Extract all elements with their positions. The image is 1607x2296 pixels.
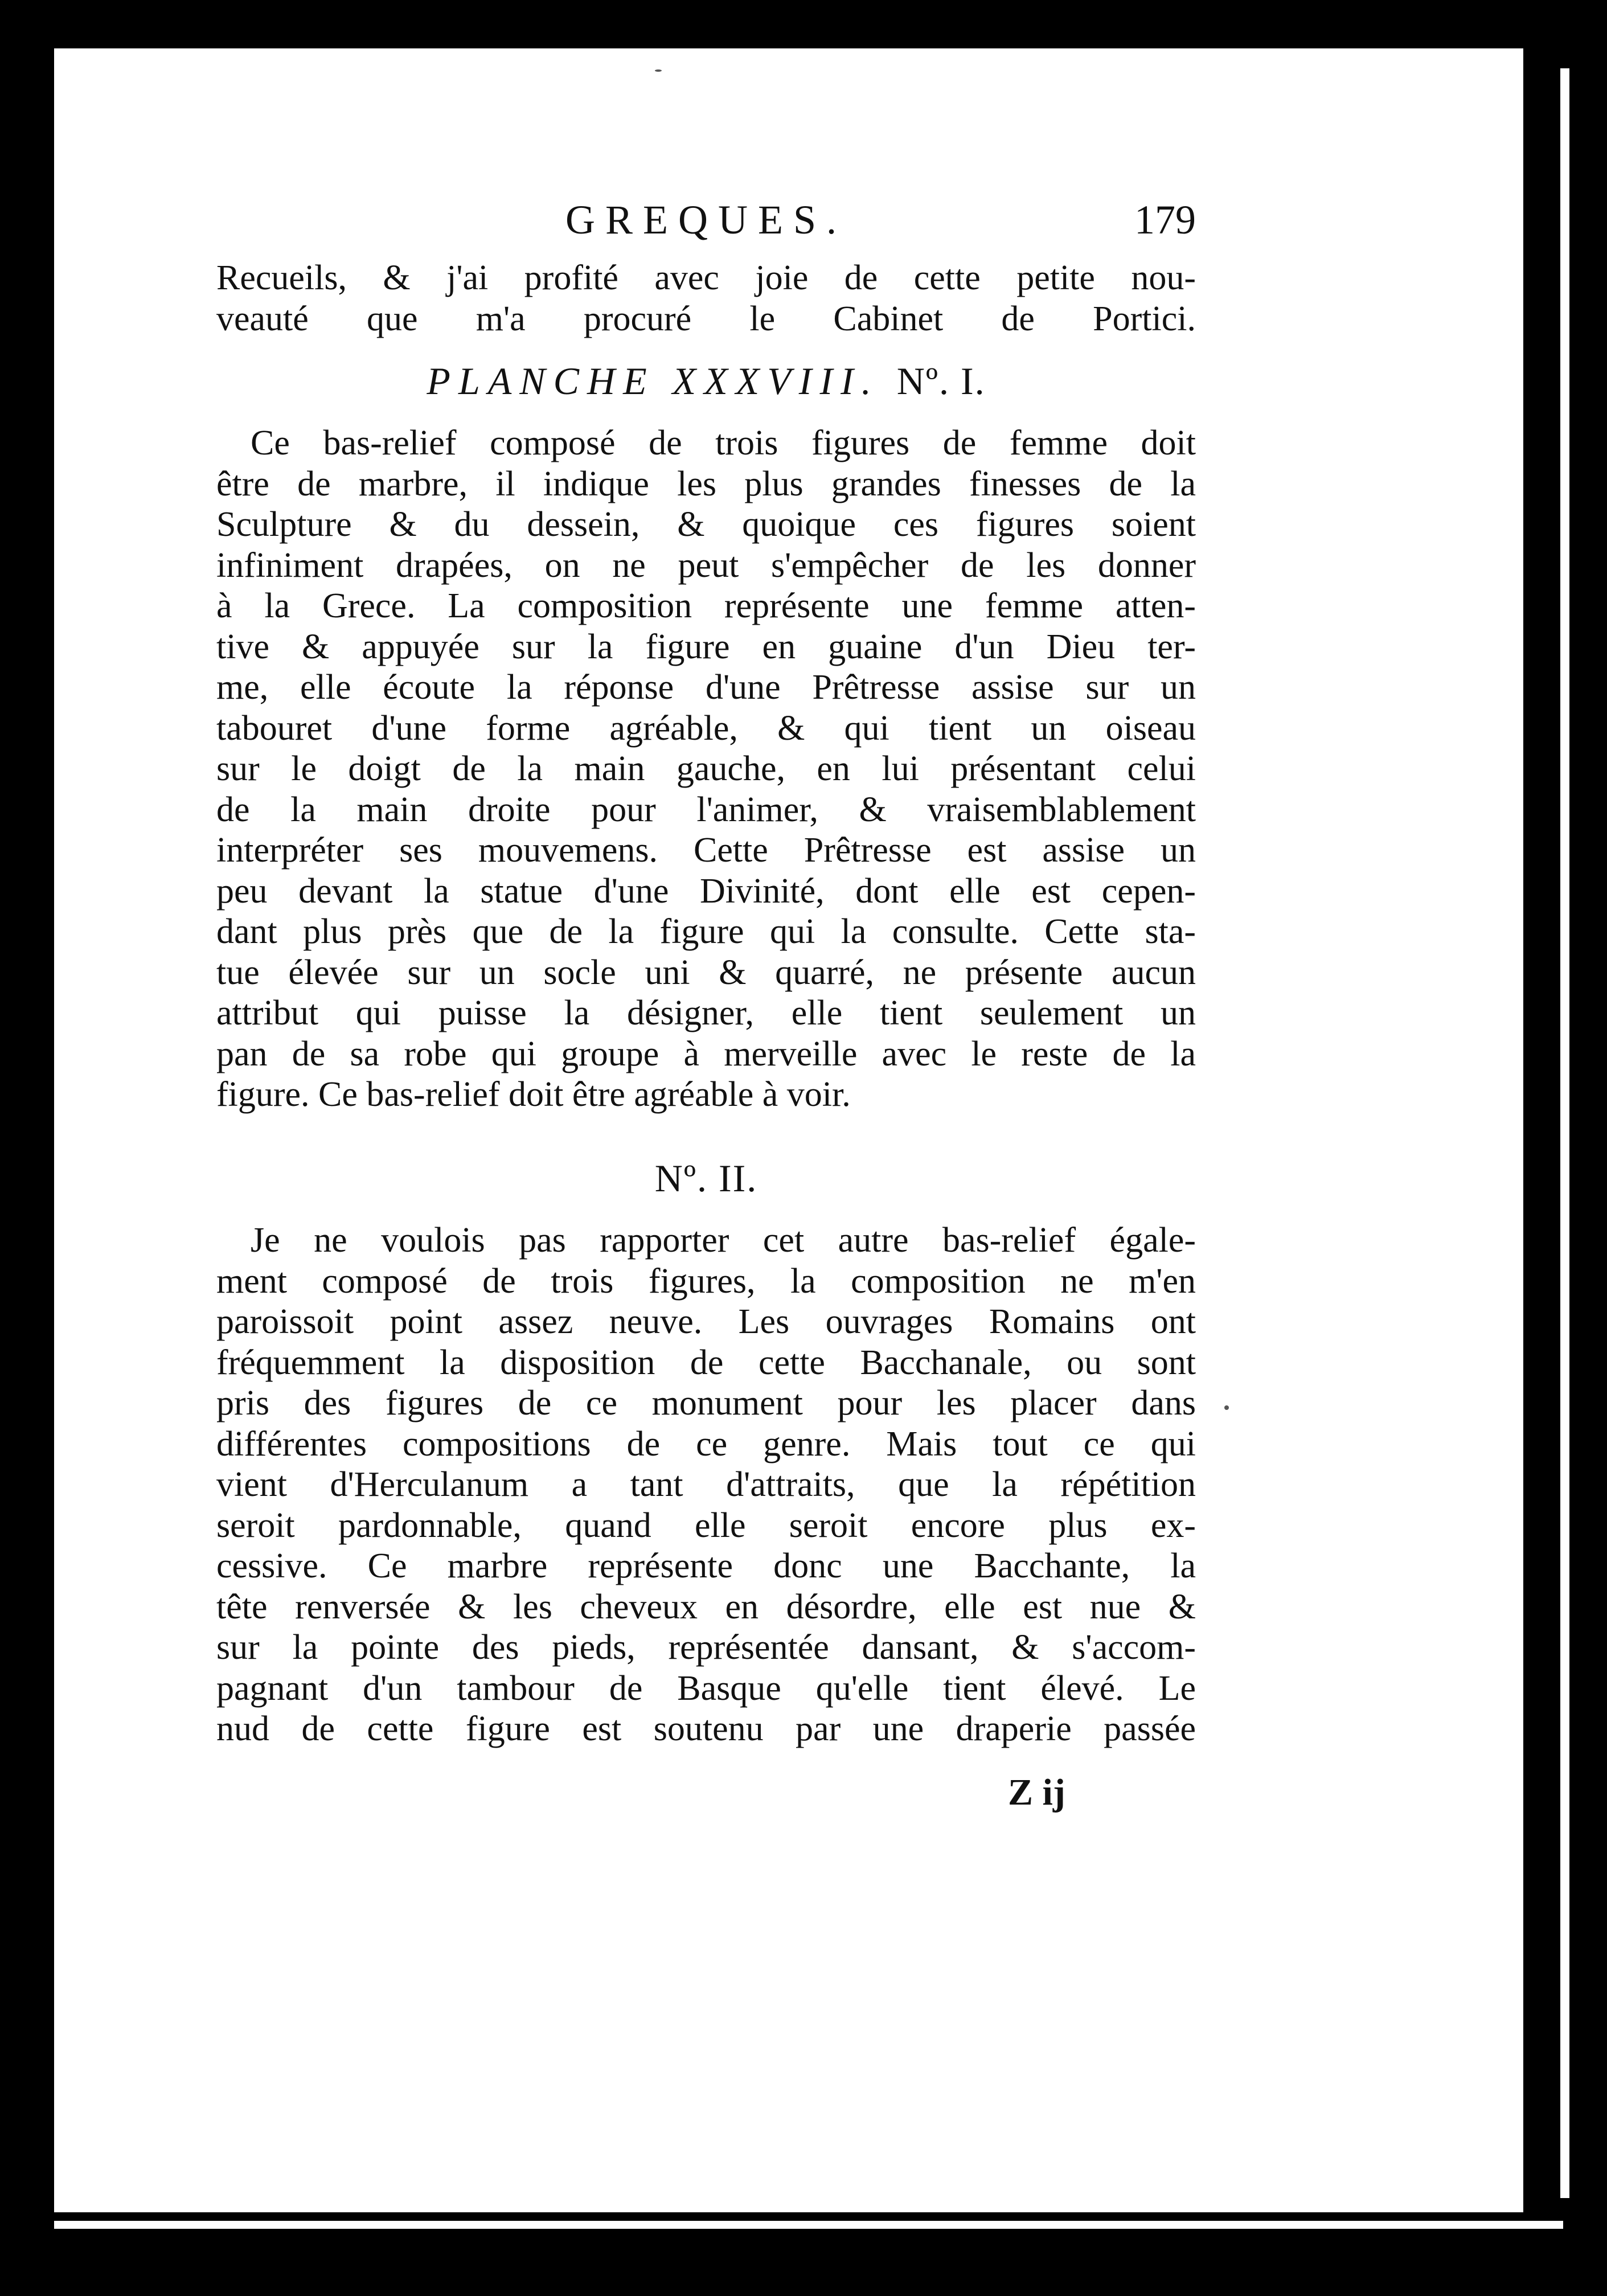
text-line: Sculpture & du dessein, & quoique ces figures soient xyxy=(216,505,1196,544)
text-line: nud de cette figure est soutenu par une draperie passée xyxy=(216,1709,1196,1748)
text-line: tête renversée & les cheveux en désordre, elle est nue & xyxy=(216,1587,1196,1626)
text-line: pan de sa robe qui groupe à merveille avec le reste de la xyxy=(216,1034,1196,1073)
text-line: pagnant d'un tambour de Basque qu'elle tient élevé. Le xyxy=(216,1668,1196,1708)
text-line: à la Grece. La composition représente une femme atten- xyxy=(216,587,1196,625)
text-line: infiniment drapées, on ne peut s'empêcher de les donner xyxy=(216,546,1196,585)
text-line: tabouret d'une forme agréable, & qui tient un oiseau xyxy=(216,708,1196,748)
text-line: tive & appuyée sur la figure en guaine d'un Dieu ter- xyxy=(216,627,1196,666)
text-line: figure. Ce bas-relief doit être agréable à voir. xyxy=(216,1075,851,1114)
page-edge-right xyxy=(1560,68,1569,2198)
section2-heading: Nº. II. xyxy=(654,1157,758,1200)
text-line: vient d'Herculanum a tant d'attraits, que la répétition xyxy=(216,1465,1196,1504)
page-number: 179 xyxy=(1134,197,1196,243)
text-line: tue élevée sur un socle uni & quarré, ne présente aucun xyxy=(216,953,1196,992)
running-title: GREQUES. xyxy=(565,197,847,243)
text-line: peu devant la statue d'une Divinité, dont elle est cepen- xyxy=(216,871,1196,911)
running-head xyxy=(216,196,1196,248)
plate-number: Nº. I. xyxy=(896,359,986,403)
paper-speck xyxy=(1224,1405,1229,1410)
text-line: fréquemment la disposition de cette Bacchanale, ou sont xyxy=(216,1343,1196,1382)
text-line: de la main droite pour l'animer, & vraisemblablement xyxy=(216,790,1196,829)
text-line: Je ne voulois pas rapporter cet autre bas-relief égale- xyxy=(251,1221,1196,1260)
plate-heading xyxy=(216,359,1196,404)
section2-paragraph xyxy=(216,1220,1196,1750)
plate-title: PLANCHE XXXVIII. xyxy=(427,359,879,403)
text-line: ment composé de trois figures, la composition ne m'en xyxy=(216,1261,1196,1301)
text-line: dant plus près que de la figure qui la consulte. Cette sta- xyxy=(216,912,1196,951)
section1-paragraph xyxy=(216,423,1196,1116)
intro-paragraph xyxy=(216,258,1196,339)
text-line: attribut qui puisse la désigner, elle tient seulement un xyxy=(216,994,1196,1032)
signature-mark: Z ij xyxy=(1008,1772,1065,1813)
text-line: pris des figures de ce monument pour les placer dans xyxy=(216,1384,1196,1422)
text-line: Recueils, & j'ai profité avec joie de cette petite nou- xyxy=(216,259,1196,297)
paper-speck xyxy=(655,69,662,72)
text-line: seroit pardonnable, quand elle seroit encore plus ex- xyxy=(216,1506,1196,1545)
text-line: me, elle écoute la réponse d'une Prêtresse assise sur un xyxy=(216,668,1196,707)
text-line: Ce bas-relief composé de trois figures de femme doit xyxy=(251,424,1196,462)
text-line: veauté que m'a procuré le Cabinet de Portici. xyxy=(216,299,1196,338)
text-line: paroissoit point assez neuve. Les ouvrages Romains ont xyxy=(216,1302,1196,1341)
text-line: sur la pointe des pieds, représentée dansant, & s'accom- xyxy=(216,1628,1196,1667)
text-line: différentes compositions de ce genre. Mais tout ce qui xyxy=(216,1424,1196,1463)
text-line: interpréter ses mouvemens. Cette Prêtresse est assise un xyxy=(216,831,1196,870)
page-edge-bottom xyxy=(54,2221,1563,2229)
text-line: être de marbre, il indique les plus grandes finesses de la xyxy=(216,464,1196,503)
text-line: sur le doigt de la main gauche, en lui présentant celui xyxy=(216,749,1196,788)
text-line: cessive. Ce marbre représente donc une Bacchante, la xyxy=(216,1547,1196,1585)
